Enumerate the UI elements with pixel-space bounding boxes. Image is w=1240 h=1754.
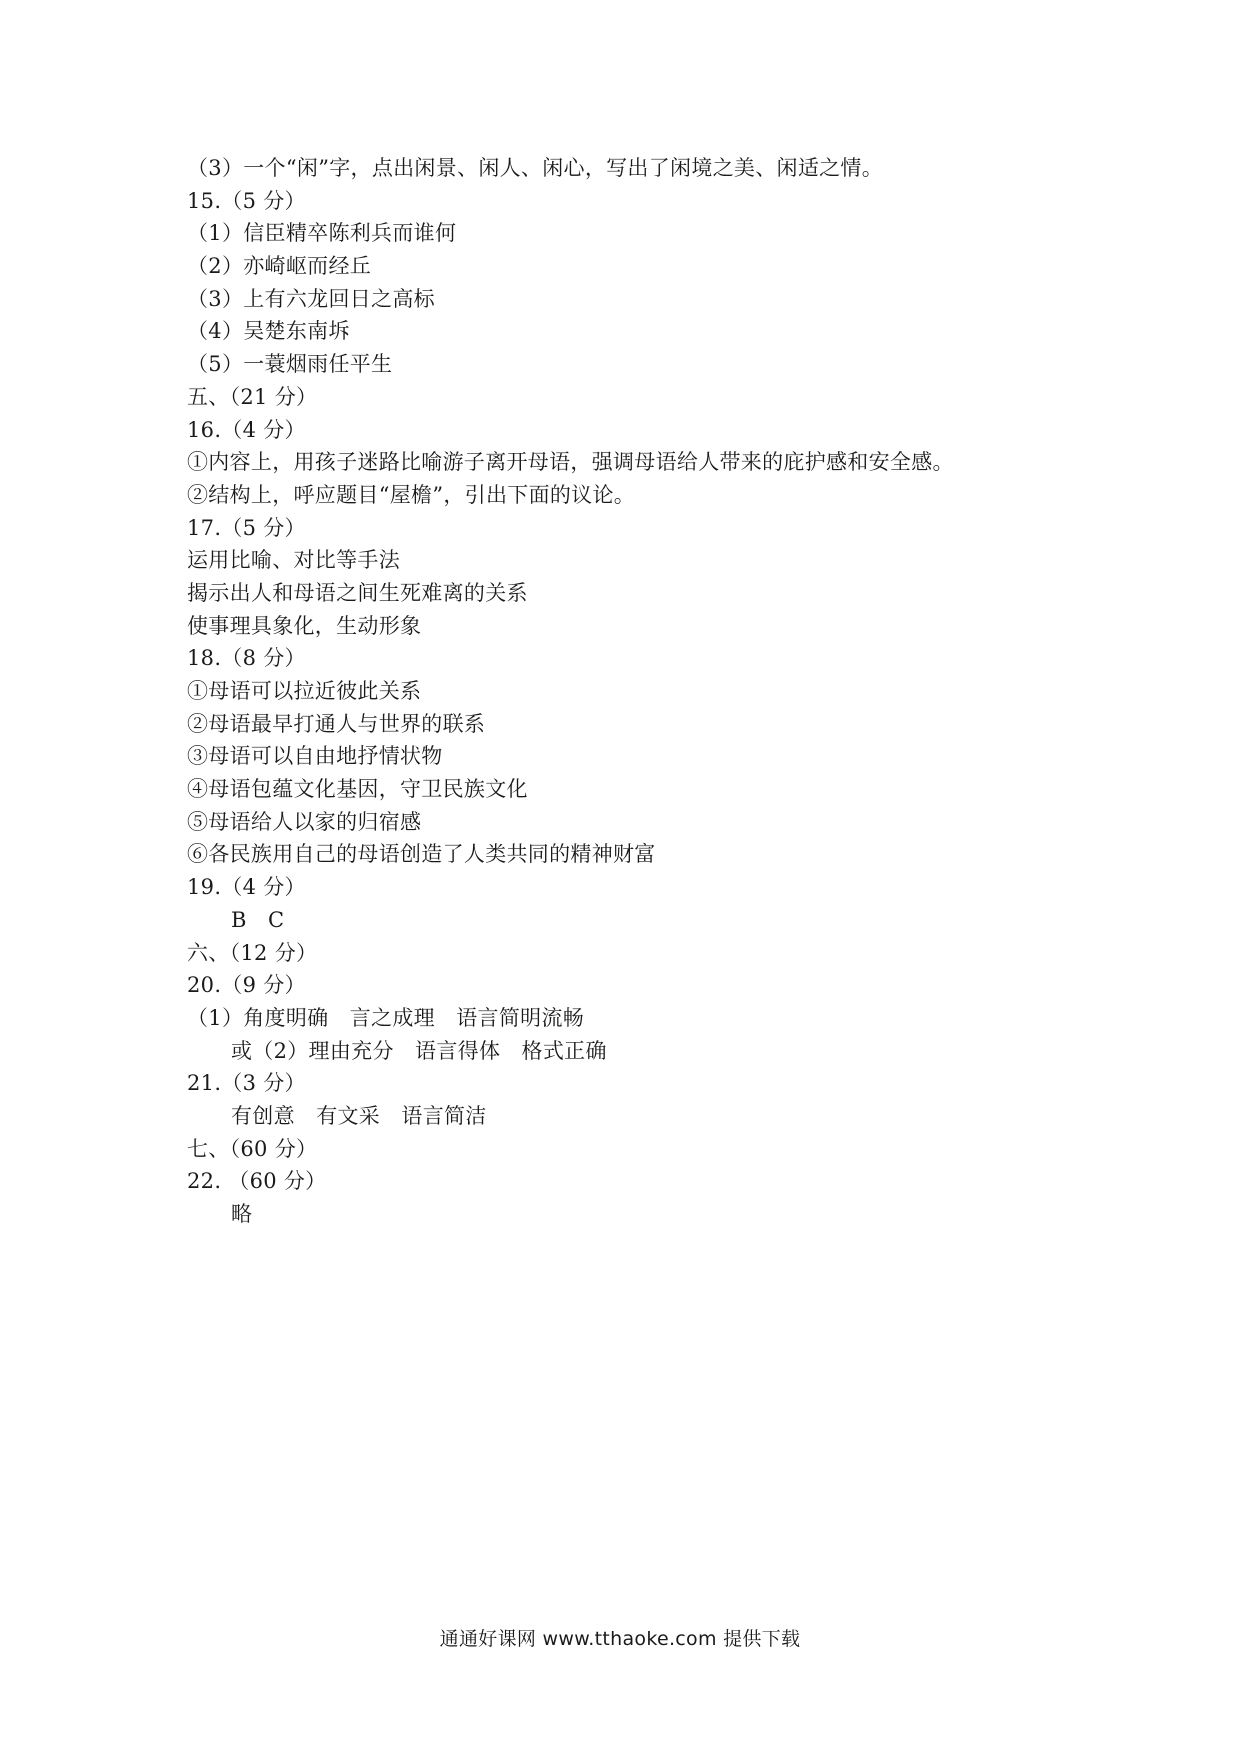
answer-line: 使事理具象化，生动形象 [187, 613, 422, 638]
question-heading: 22. （60 分） [187, 1169, 327, 1194]
answer-line: ④母语包蕴文化基因，守卫民族文化 [187, 777, 528, 802]
answer-line: （4）吴楚东南坼 [187, 319, 350, 344]
page-footer: 通通好课网 www.tthaoke.com 提供下载 [439, 1628, 801, 1650]
question-heading: 18.（8 分） [187, 646, 306, 671]
answer-line: ⑤母语给人以家的归宿感 [187, 809, 422, 834]
section-heading: 五、（21 分） [187, 384, 318, 409]
answer-line: 有创意 有文采 语言简洁 [231, 1103, 487, 1128]
answer-line: （1）信臣精卒陈利兵而谁何 [187, 221, 457, 246]
answer-line: （2）亦崎岖而经丘 [187, 254, 372, 279]
question-heading: 17.（5 分） [187, 515, 306, 540]
answer-line: ①内容上，用孩子迷路比喻游子离开母语，强调母语给人带来的庇护感和安全感。 [187, 450, 954, 475]
section-heading: 六、（12 分） [187, 940, 318, 965]
answer-line: ②母语最早打通人与世界的联系 [187, 711, 486, 736]
question-heading: 15.（5 分） [187, 188, 306, 213]
answer-line: 略 [231, 1202, 253, 1226]
question-heading: 16.（4 分） [187, 417, 306, 442]
answer-line: ⑥各民族用自己的母语创造了人类共同的精神财富 [187, 842, 656, 867]
answer-line: 或（2）理由充分 语言得体 格式正确 [231, 1038, 607, 1063]
answer-line: ③母语可以自由地抒情状物 [187, 744, 443, 769]
answer-line: （3）一个“闲”字，点出闲景、闲人、闲心，写出了闲境之美、闲适之情。 [187, 156, 884, 180]
answer-line: ②结构上，呼应题目“屋檐”，引出下面的议论。 [187, 482, 636, 507]
question-heading: 20.（9 分） [187, 973, 306, 998]
answer-line: ①母语可以拉近彼此关系 [187, 679, 422, 703]
answer-line: 揭示出人和母语之间生死难离的关系 [187, 580, 528, 605]
question-heading: 19.（4 分） [187, 875, 306, 900]
answer-key-content [0, 152, 1240, 1231]
answer-line: 运用比喻、对比等手法 [187, 548, 400, 573]
answer-line: B C [231, 907, 285, 932]
answer-line: （5）一蓑烟雨任平生 [187, 352, 393, 377]
section-heading: 七、（60 分） [187, 1136, 318, 1161]
question-heading: 21.（3 分） [187, 1071, 306, 1096]
answer-line: （3）上有六龙回日之高标 [187, 286, 435, 311]
answer-line: （1）角度明确 言之成理 语言简明流畅 [187, 1005, 585, 1030]
